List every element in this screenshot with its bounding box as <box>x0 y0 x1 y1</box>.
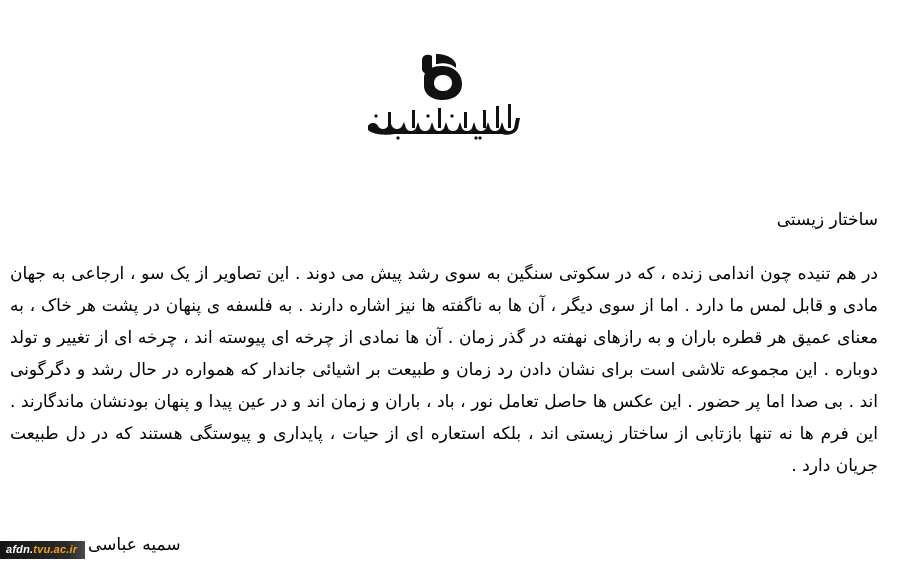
article-body: در هم تنیده چون اندامی زنده ، که در سکوتی سنگین به سوی رشد پیش می دوند . این تصاویر از یک سو ، ارجاعی به جهان مادی و قابل لمس ما دارد . اما از سوی دیگر ، آن ها به ناگفته ها نیز اشاره دارند . به فلسفه ی پنهان در پشت هر خاک ، به معنای عمیق هر قطره باران و به رازهای نهفته در گذر زمان . آن ها نمادی از چرخه ای پیوسته اند ، چرخه ای از تغییر و تولد دوباره . این مجموعه تلاشی است برای نشان دادن رد زمان و طبیعت بر اشیائی جاندار که همواره در حال رشد و دگرگونی اند . بی صدا اما پر حضور . این عکس ها حاصل تعامل نور ، باد ، باران و زمان اند و در عین پیدا و پنهان بودنشان ماندگارند . این فرم ها نه تنها بازتابی از ساختار زیستی اند ، بلکه استعاره ای از حیات ، پایداری و پیوستگی هستند که در دل طبیعت جریان دارد . <box>10 264 878 476</box>
site-watermark <box>0 541 85 559</box>
watermark-domain: tvu.ac.ir <box>33 544 78 556</box>
author-name: سمیه عباسی <box>88 535 181 555</box>
university-emblem-icon <box>368 52 528 142</box>
watermark-prefix: afdn. <box>6 544 34 556</box>
university-logo <box>368 52 528 142</box>
article-title: ساختار زیستی <box>776 210 878 230</box>
